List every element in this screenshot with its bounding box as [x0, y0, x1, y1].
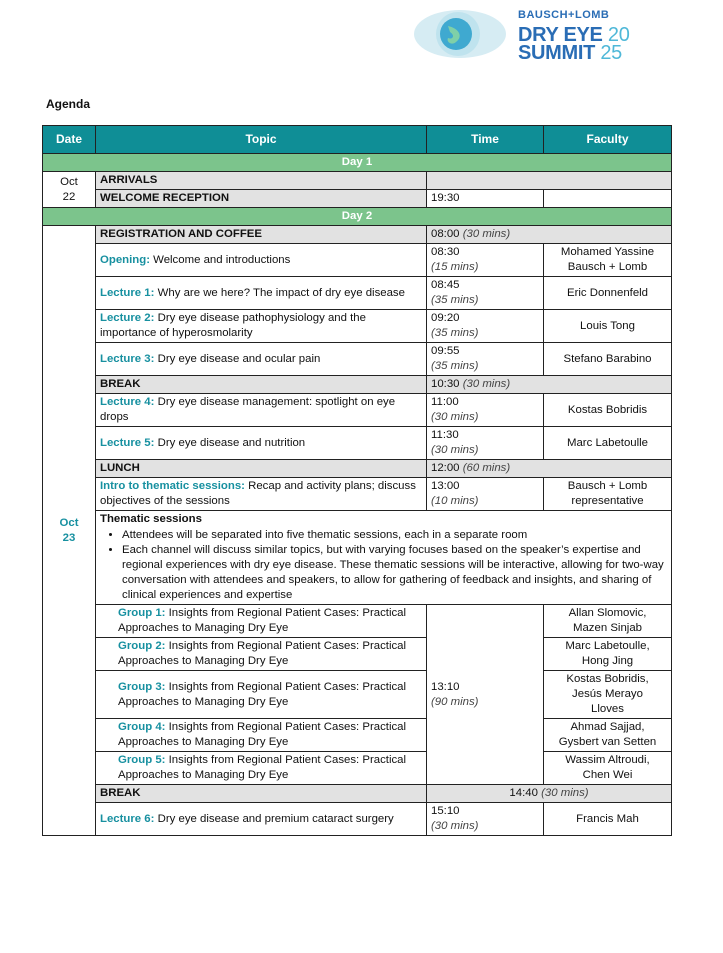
- group1-faculty: Allan Slomovic, Mazen Sinjab: [544, 605, 672, 638]
- day2-label: Day 2: [43, 208, 672, 226]
- lecture6-time: 15:10 (30 mins): [427, 803, 544, 836]
- lecture3-time: 09:55 (35 mins): [427, 343, 544, 376]
- lecture2-faculty: Louis Tong: [544, 310, 672, 343]
- lecture5-time: 11:30 (30 mins): [427, 427, 544, 460]
- lecture3-topic: Lecture 3: Dry eye disease and ocular pain: [96, 343, 427, 376]
- arrivals-topic: ARRIVALS: [96, 172, 427, 190]
- welcome-time: 19:30: [427, 190, 544, 208]
- group3-faculty: Kostas Bobridis, Jesús Merayo Lloves: [544, 671, 672, 719]
- intro-topic: Intro to thematic sessions: Recap and activity plans; discuss objectives of the sessions: [96, 478, 427, 511]
- table-row: [43, 785, 672, 803]
- opening-faculty: Mohamed Yassine Bausch + Lomb: [544, 244, 672, 277]
- lunch-time: 12:00 (60 mins): [427, 460, 672, 478]
- intro-faculty: Bausch + Lomb representative: [544, 478, 672, 511]
- group2-faculty: Marc Labetoulle, Hong Jing: [544, 638, 672, 671]
- header-topic: Topic: [96, 126, 427, 154]
- thematic-list: [100, 528, 667, 603]
- table-row: [43, 671, 672, 719]
- lecture1-time: 08:45 (35 mins): [427, 277, 544, 310]
- welcome-topic: WELCOME RECEPTION: [96, 190, 427, 208]
- table-row: [43, 310, 672, 343]
- header-time: Time: [427, 126, 544, 154]
- day2-row: [43, 208, 672, 226]
- group5-topic: Group 5: Insights from Regional Patient Cases: Practical Approaches to Managing Dry Eye: [96, 752, 427, 785]
- thematic-sessions: [96, 511, 672, 605]
- table-row: [43, 190, 672, 208]
- break1-time: 10:30 (30 mins): [427, 376, 672, 394]
- header-date: Date: [43, 126, 96, 154]
- lecture6-faculty: Francis Mah: [544, 803, 672, 836]
- agenda-table: [42, 125, 672, 836]
- table-row: [43, 277, 672, 310]
- logo-brand: BAUSCH+LOMB: [518, 9, 610, 21]
- thematic-title: Thematic sessions: [100, 513, 202, 525]
- group3-topic: Group 3: Insights from Regional Patient Cases: Practical Approaches to Managing Dry Eye: [96, 671, 427, 719]
- group4-faculty: Ahmad Sajjad, Gysbert van Setten: [544, 719, 672, 752]
- lecture5-topic: Lecture 5: Dry eye disease and nutrition: [96, 427, 427, 460]
- table-row: [43, 719, 672, 752]
- lecture4-time: 11:00 (30 mins): [427, 394, 544, 427]
- table-row: [43, 803, 672, 836]
- lecture2-time: 09:20 (35 mins): [427, 310, 544, 343]
- arrivals-time: [427, 172, 672, 190]
- group5-faculty: Wassim Altroudi, Chen Wei: [544, 752, 672, 785]
- thematic-bullet-2: • Each channel will discuss similar topics, but with varying focuses based on the speaker’s expertise and regional experiences with dry eye disease. These thematic sessions will be interactive, allowing for two-way conversation with attendees and speakers, to allow for gathering of feedback and insights, and sharing of clinical experiences and expertise: [122, 543, 667, 603]
- welcome-faculty: [544, 190, 672, 208]
- break2-topic: BREAK: [96, 785, 427, 803]
- opening-time: 08:30 (15 mins): [427, 244, 544, 277]
- group2-topic: Group 2: Insights from Regional Patient Cases: Practical Approaches to Managing Dry Eye: [96, 638, 427, 671]
- agenda-title: Agenda: [46, 97, 91, 111]
- group4-topic: Group 4: Insights from Regional Patient Cases: Practical Approaches to Managing Dry Eye: [96, 719, 427, 752]
- day2-date: Oct 23: [43, 226, 96, 836]
- table-row: [43, 394, 672, 427]
- lecture1-topic: Lecture 1: Why are we here? The impact of dry eye disease: [96, 277, 427, 310]
- break2-time: 14:40 (30 mins): [427, 785, 672, 803]
- table-row: [43, 478, 672, 511]
- bausch-lomb-logo: [412, 6, 642, 62]
- logo-line2: SUMMIT 25: [518, 42, 622, 64]
- eye-logo-icon: [412, 6, 510, 62]
- day1-row: [43, 154, 672, 172]
- lecture4-topic: Lecture 4: Dry eye disease management: spotlight on eye drops: [96, 394, 427, 427]
- table-row: [43, 427, 672, 460]
- table-row: [43, 605, 672, 638]
- day1-date: Oct 22: [43, 172, 96, 208]
- break1-topic: BREAK: [96, 376, 427, 394]
- table-row: [43, 638, 672, 671]
- table-row: [43, 376, 672, 394]
- lecture6-topic: Lecture 6: Dry eye disease and premium cataract surgery: [96, 803, 427, 836]
- table-row: [43, 511, 672, 605]
- lecture3-faculty: Stefano Barabino: [544, 343, 672, 376]
- lecture2-topic: Lecture 2: Dry eye disease pathophysiology and the importance of hyperosmolarity: [96, 310, 427, 343]
- lunch-topic: LUNCH: [96, 460, 427, 478]
- table-row: [43, 752, 672, 785]
- lecture1-faculty: Eric Donnenfeld: [544, 277, 672, 310]
- table-row: [43, 343, 672, 376]
- registration-time: 08:00 (30 mins): [427, 226, 672, 244]
- intro-time: 13:00 (10 mins): [427, 478, 544, 511]
- opening-topic: Opening: Welcome and introductions: [96, 244, 427, 277]
- day1-label: Day 1: [43, 154, 672, 172]
- lecture5-faculty: Marc Labetoulle: [544, 427, 672, 460]
- table-row: [43, 244, 672, 277]
- thematic-bullet-1: • Attendees will be separated into five thematic sessions, each in a separate room: [122, 528, 667, 543]
- table-row: [43, 172, 672, 190]
- group1-topic: Group 1: Insights from Regional Patient Cases: Practical Approaches to Managing Dry Eye: [96, 605, 427, 638]
- header-faculty: Faculty: [544, 126, 672, 154]
- logo-line1: DRY EYE 20: [518, 24, 630, 46]
- groups-time: 13:10 (90 mins): [427, 605, 544, 785]
- lecture4-faculty: Kostas Bobridis: [544, 394, 672, 427]
- table-header-row: [43, 126, 672, 154]
- table-row: [43, 226, 672, 244]
- table-row: [43, 460, 672, 478]
- registration-topic: REGISTRATION AND COFFEE: [96, 226, 427, 244]
